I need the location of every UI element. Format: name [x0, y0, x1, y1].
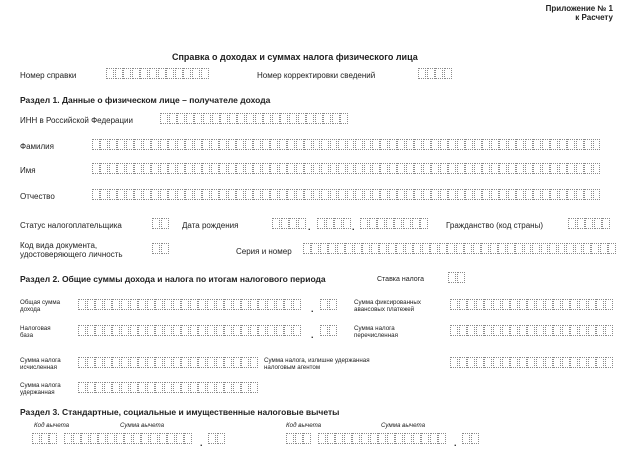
doc-type-field[interactable] — [152, 243, 169, 254]
deduction-amount-field[interactable] — [318, 433, 447, 444]
section2-heading: Раздел 2. Общие суммы дохода и налога по итогам налогового периода — [20, 274, 326, 284]
date-separator: . — [308, 222, 311, 232]
total-income-label-line2: дохода — [20, 306, 41, 313]
decimal-separator: . — [311, 330, 314, 340]
first-name-field[interactable] — [92, 163, 601, 174]
patronymic-field[interactable] — [92, 189, 601, 200]
inn-label: ИНН в Российской Федерации — [20, 116, 133, 125]
tax-withheld-field[interactable] — [78, 382, 258, 393]
tax-excess-label-line1: Сумма налога, излишне удержанная — [264, 357, 370, 364]
tax-rate-label: Ставка налога — [377, 276, 424, 283]
deduction-code-field[interactable] — [286, 433, 312, 444]
birth-date-label: Дата рождения — [182, 221, 239, 230]
tax-excess-field[interactable] — [450, 357, 613, 368]
tax-base-kopecks-field[interactable] — [320, 325, 337, 336]
certificate-number-field[interactable] — [106, 68, 209, 79]
date-separator: . — [352, 222, 355, 232]
tax-rate-field[interactable] — [448, 272, 465, 283]
tax-excess-label-line2: налоговым агентом — [264, 364, 321, 371]
page-title: Справка о доходах и суммах налога физического лица — [172, 52, 418, 62]
birth-day-field[interactable] — [272, 218, 306, 229]
tax-withheld-label-line1: Сумма налога — [20, 382, 61, 389]
section3-heading: Раздел 3. Стандартные, социальные и имущественные налоговые вычеты — [20, 407, 340, 417]
deduction-code-header: Код вычета — [34, 422, 70, 429]
tax-transferred-label-line1: Сумма налога — [354, 325, 395, 332]
deduction-amount-header: Сумма вычета — [120, 422, 165, 429]
citizenship-field[interactable] — [568, 218, 611, 229]
fixed-advance-label-line2: авансовых платежей — [354, 306, 415, 313]
surname-field[interactable] — [92, 139, 601, 150]
section1-heading: Раздел 1. Данные о физическом лице – получателе дохода — [20, 95, 271, 105]
series-number-label: Серия и номер — [236, 247, 292, 256]
fixed-advance-label-line1: Сумма фиксированных — [354, 299, 421, 306]
decimal-separator: . — [200, 438, 203, 448]
tax-base-field[interactable] — [78, 325, 301, 336]
annex-number: Приложение № 1 — [545, 4, 613, 13]
taxpayer-status-label: Статус налогоплательщика — [20, 221, 122, 230]
tax-calculated-label-line2: исчисленная — [20, 364, 57, 371]
certificate-number-label: Номер справки — [20, 71, 77, 80]
annex-reference: к Расчету — [575, 13, 613, 22]
correction-number-label: Номер корректировки сведений — [257, 71, 376, 80]
birth-month-field[interactable] — [317, 218, 351, 229]
total-income-kopecks-field[interactable] — [320, 299, 337, 310]
inn-field[interactable] — [160, 113, 349, 124]
doc-type-label-line2: удостоверяющего личность — [20, 250, 123, 259]
patronymic-label: Отчество — [20, 192, 55, 201]
correction-number-field[interactable] — [418, 68, 452, 79]
citizenship-label: Гражданство (код страны) — [446, 221, 543, 230]
deduction-code-field[interactable] — [32, 433, 58, 444]
series-number-field[interactable] — [303, 243, 617, 254]
tax-base-label-line2: база — [20, 332, 34, 339]
total-income-field[interactable] — [78, 299, 301, 310]
deduction-kopecks-field[interactable] — [462, 433, 479, 444]
tax-calculated-label-line1: Сумма налога — [20, 357, 61, 364]
tax-transferred-label-line2: перечисленная — [354, 332, 398, 339]
tax-withheld-label-line2: удержанная — [20, 389, 55, 396]
birth-year-field[interactable] — [360, 218, 429, 229]
deduction-amount-header: Сумма вычета — [381, 422, 426, 429]
doc-type-label-line1: Код вида документа, — [20, 241, 98, 250]
taxpayer-status-field[interactable] — [152, 218, 169, 229]
total-income-label-line1: Общая сумма — [20, 299, 61, 306]
tax-base-label-line1: Налоговая — [20, 325, 51, 332]
tax-calculated-field[interactable] — [78, 357, 258, 368]
deduction-kopecks-field[interactable] — [208, 433, 225, 444]
deduction-code-header: Код вычета — [286, 422, 322, 429]
first-name-label: Имя — [20, 166, 36, 175]
decimal-separator: . — [311, 304, 314, 314]
tax-transferred-field[interactable] — [450, 325, 613, 336]
surname-label: Фамилия — [20, 142, 54, 151]
decimal-separator: . — [454, 438, 457, 448]
fixed-advance-field[interactable] — [450, 299, 613, 310]
deduction-amount-field[interactable] — [64, 433, 193, 444]
